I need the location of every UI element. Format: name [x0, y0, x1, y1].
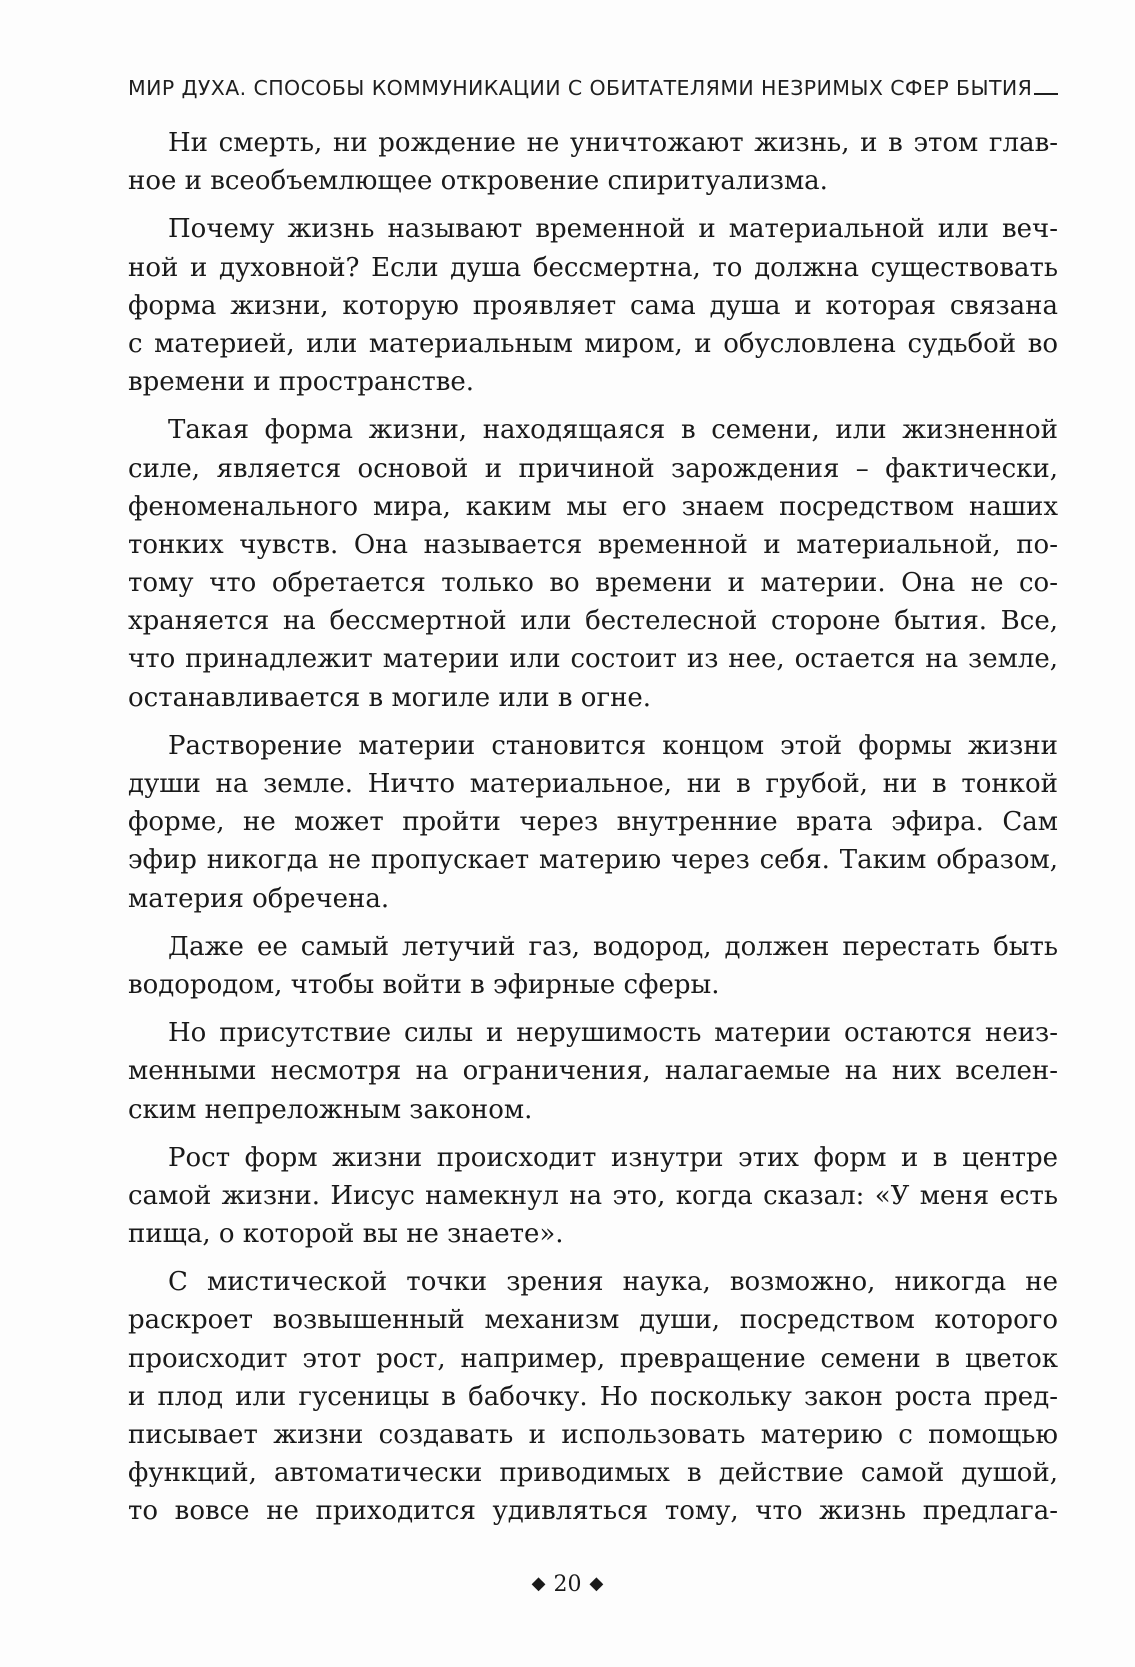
paragraph — [128, 727, 1058, 918]
text-line: храняется на бессмертной или бестелесной стороне бытия. Все, — [128, 606, 1058, 637]
ornament-left-icon: ◆ — [531, 1573, 546, 1594]
text-line: феноменального мира, каким мы его знаем посредством наших — [128, 491, 1058, 522]
paragraph — [128, 1263, 1058, 1530]
text-line: Почему жизнь называют временной и материальной или веч- — [168, 214, 1058, 245]
page-number — [0, 1572, 1135, 1597]
text-line: форме, не может пройти через внутренние врата эфира. Сам — [128, 807, 1058, 838]
text-line: души на земле. Ничто материальное, ни в грубой, ни в тонкой — [128, 769, 1058, 799]
running-head-rule — [1034, 93, 1058, 95]
text-line: силе, является основой и причиной зарождения – фактически, — [128, 453, 1058, 484]
text-line: ное и всеобъемлющее откровение спиритуализма. — [128, 166, 828, 197]
text-line: тонких чувств. Она называется временной и материальной, по- — [128, 529, 1058, 560]
text-line: происходит этот рост, например, превращение семени в цветок — [128, 1343, 1058, 1374]
text-line: водородом, чтобы войти в эфирные сферы. — [128, 969, 720, 1000]
text-line: и плод или гусеницы в бабочку. Но поскольку закон роста пред- — [128, 1381, 1058, 1412]
paragraph — [128, 124, 1058, 200]
paragraph — [128, 1014, 1058, 1129]
text-line: Растворение материи становится концом этой формы жизни — [168, 730, 1058, 761]
text-line: ским непреложным законом. — [128, 1094, 533, 1125]
text-line: писывает жизни создавать и использовать материю с помощью — [128, 1420, 1058, 1450]
text-line: Ни смерть, ни рождение не уничтожают жизнь, и в этом глав- — [168, 128, 1058, 158]
paragraph — [128, 1139, 1058, 1254]
text-line: Рост форм жизни происходит изнутри этих форм и в центре — [168, 1142, 1058, 1173]
paragraph — [128, 411, 1058, 717]
running-head — [128, 66, 1058, 100]
text-line: С мистической точки зрения наука, возможно, никогда не — [168, 1267, 1058, 1298]
paragraph — [128, 928, 1058, 1004]
text-line: форма жизни, которую проявляет сама душа и которая связана — [128, 290, 1058, 321]
text-line: раскроет возвышенный механизм души, посредством которого — [128, 1305, 1058, 1336]
text-line: самой жизни. Иисус намекнул на это, когда сказал: «У меня есть — [128, 1180, 1058, 1211]
text-line: менными несмотря на ограничения, налагаемые на них вселен- — [128, 1056, 1058, 1087]
running-head-text: МИР ДУХА. СПОСОБЫ КОММУНИКАЦИИ С ОБИТАТЕЛЯМИ НЕЗРИМЫХ СФЕР БЫТИЯ — [128, 76, 1033, 100]
page-number-value: 20 — [553, 1572, 582, 1597]
text-line: останавливается в могиле или в огне. — [128, 682, 652, 713]
text-line: пища, о которой вы не знаете». — [128, 1219, 564, 1250]
text-line: материя обречена. — [128, 883, 390, 914]
text-line: Но присутствие силы и нерушимость материи остаются неиз- — [168, 1018, 1058, 1049]
text-line: времени и пространстве. — [128, 367, 475, 398]
text-line: Даже ее самый летучий газ, водород, должен перестать быть — [168, 931, 1058, 962]
text-line: эфир никогда не пропускает материю через себя. Таким образом, — [128, 845, 1058, 876]
text-line: функций, автоматически приводимых в действие самой душой, — [128, 1458, 1058, 1489]
text-line: то вовсе не приходится удивляться тому, что жизнь предлага- — [128, 1496, 1058, 1527]
text-line: ной и духовной? Если душа бессмертна, то должна существовать — [128, 252, 1058, 283]
text-line: тому что обретается только во времени и материи. Она не со- — [128, 568, 1058, 599]
text-line: Такая форма жизни, находящаяся в семени, или жизненной — [168, 415, 1058, 446]
body-text — [128, 124, 1058, 1541]
ornament-right-icon: ◆ — [589, 1573, 604, 1594]
text-line: с материей, или материальным миром, и обусловлена судьбой во — [128, 328, 1058, 359]
text-line: что принадлежит материи или состоит из нее, остается на земле, — [128, 644, 1058, 675]
paragraph — [128, 210, 1058, 401]
